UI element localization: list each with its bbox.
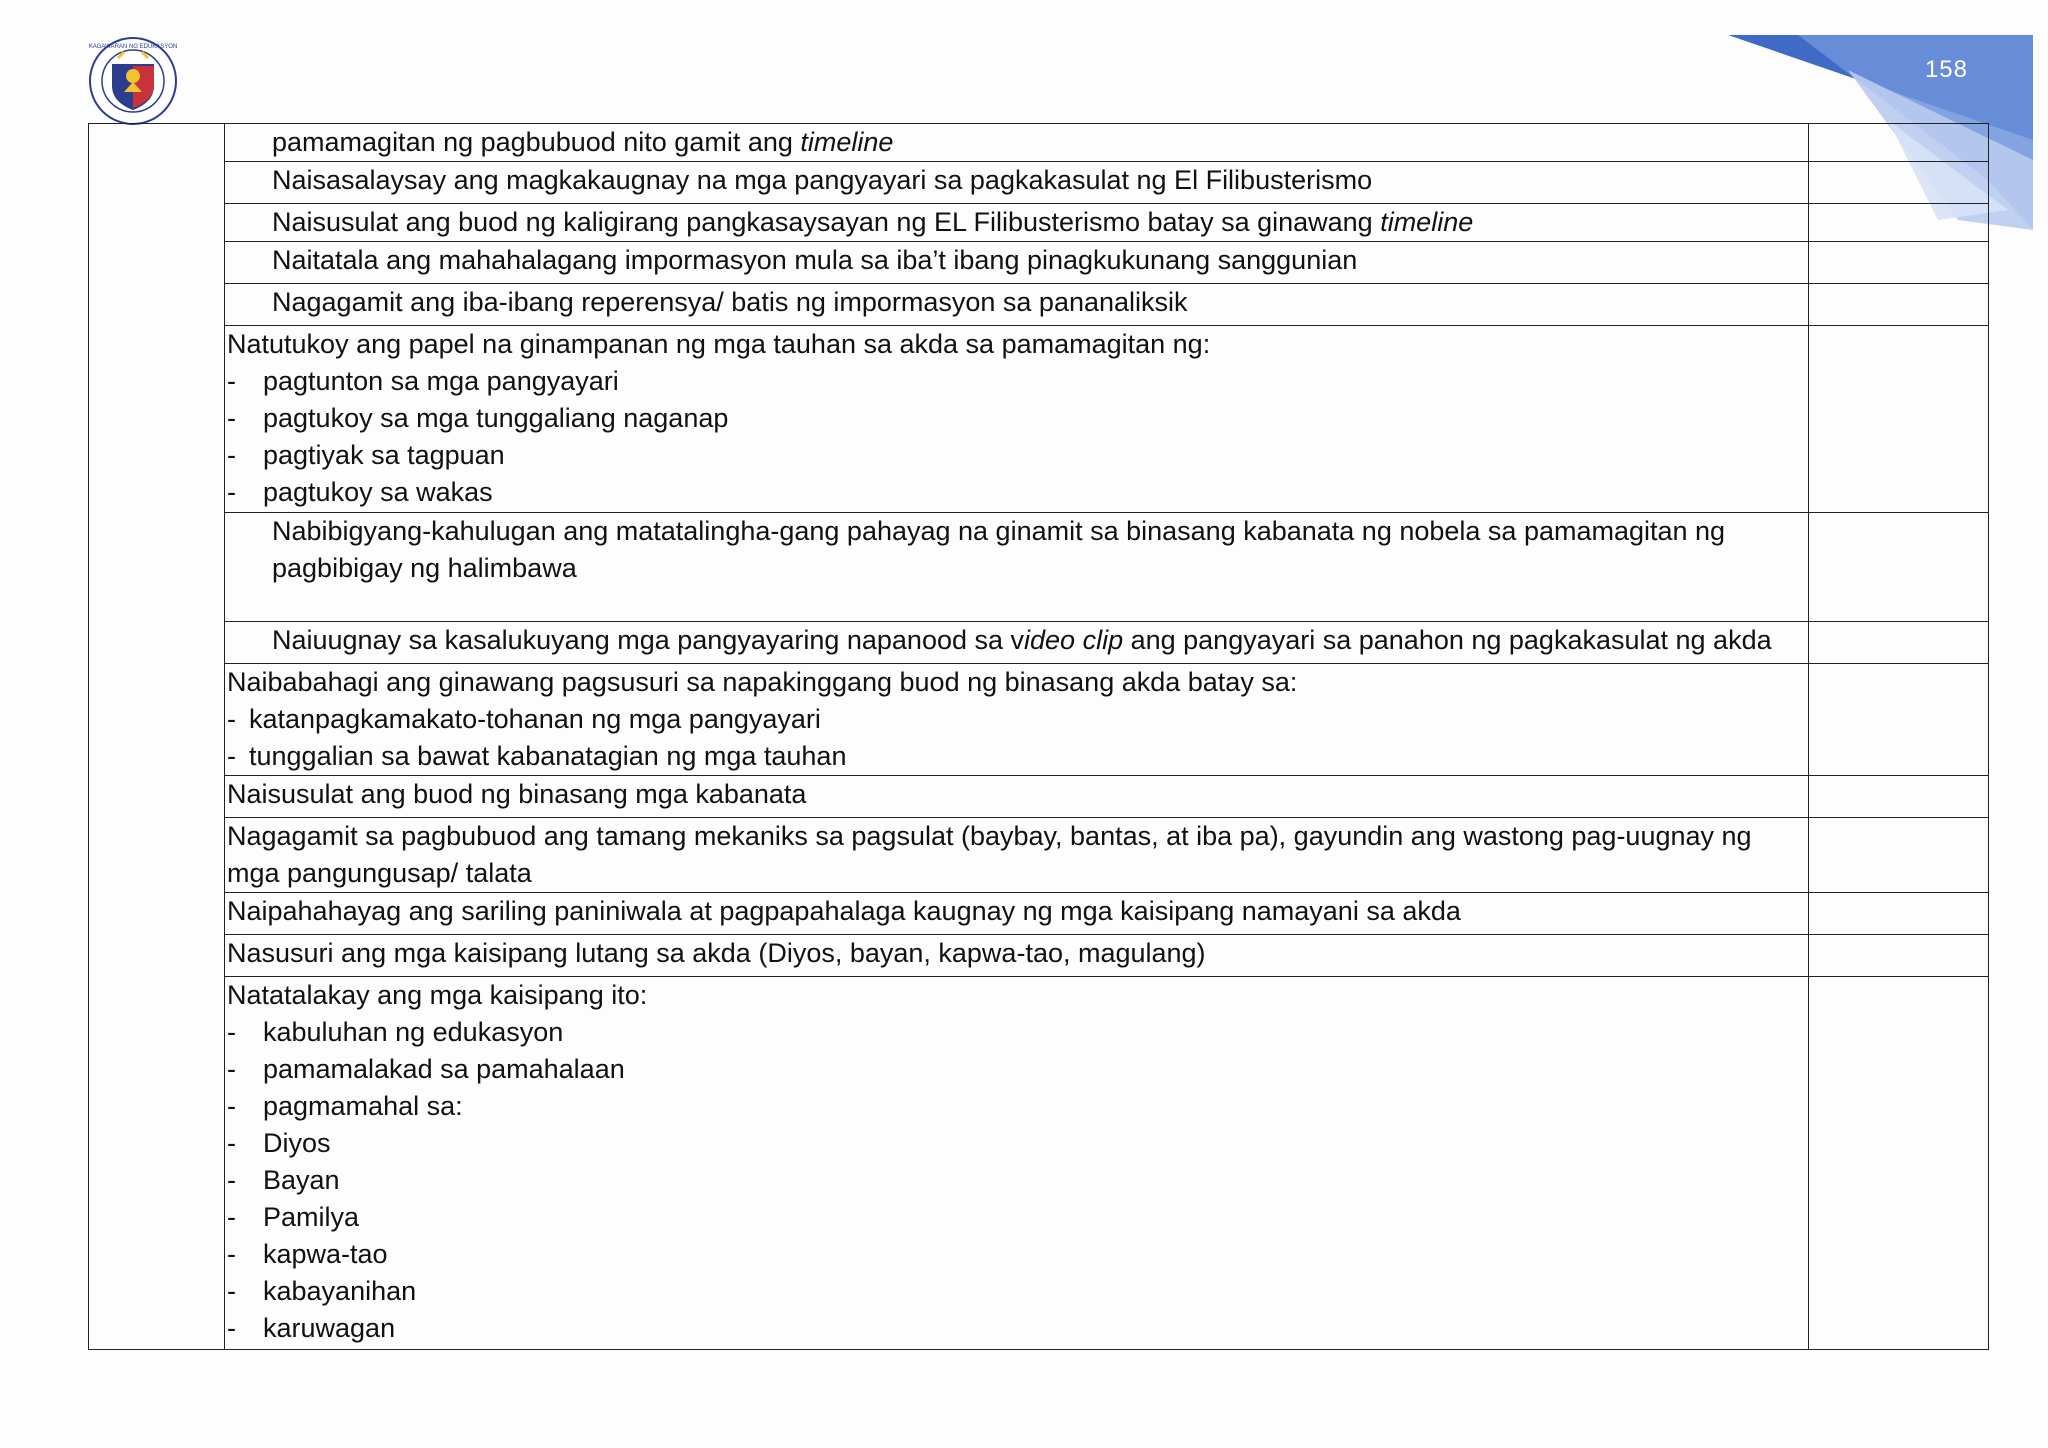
list-item: - pagtunton sa mga pangyayari [227,366,619,396]
competency-cell: Nagagamit sa pagbubuod ang tamang mekaniks sa pagsulat (baybay, bantas, at iba pa), gayundin ang wastong pag-uugnay ng mga pangungusap/ talata [225,818,1809,893]
blank-cell [1809,513,1989,622]
blank-cell [1809,622,1989,664]
list-item: - karuwagan [227,1313,396,1343]
list-item: - Diyos [227,1128,331,1158]
competency-cell [225,664,1809,776]
competency-cell [225,326,1809,513]
blank-cell [1809,818,1989,893]
table-row [89,204,1989,242]
competency-table [88,123,1989,1350]
blank-cell [1809,162,1989,204]
table-row [89,977,1989,1350]
competency-lead: Natutukoy ang papel na ginampanan ng mga tauhan sa akda sa pamamagitan ng: [227,329,1211,359]
table-row [89,622,1989,664]
table-row [89,818,1989,893]
blank-cell [1809,776,1989,818]
svg-text:KAGAWARAN NG EDUKASYON: KAGAWARAN NG EDUKASYON [88,44,178,50]
list-item: - katanpagkamakato-tohanan ng mga pangyayari [227,704,821,734]
list-item: - pagmamahal sa: [227,1091,463,1121]
blank-cell [1809,977,1989,1350]
competency-cell: Nabibigyang-kahulugan ang matatalingha-gang pahayag na ginamit sa binasang kabanata ng nobela sa pamamagitan ng pagbibigay ng halimbawa [225,513,1809,622]
list-item: - pagtukoy sa mga tunggaliang naganap [227,403,729,433]
list-item: - tunggalian sa bawat kabanatagian ng mga tauhan [227,741,847,771]
list-item: - Bayan [227,1165,340,1195]
table-row [89,242,1989,284]
blank-cell [1809,204,1989,242]
table-row [89,935,1989,977]
table-row [89,893,1989,935]
list-item: - pagtukoy sa wakas [227,477,493,507]
competency-cell: Naisusulat ang buod ng binasang mga kabanata [225,776,1809,818]
table-row [89,513,1989,622]
competency-cell: Naipahahayag ang sariling paniniwala at pagpapahalaga kaugnay ng mga kaisipang namayani sa akda [225,893,1809,935]
competency-lead: Natatalakay ang mga kaisipang ito: [227,980,648,1010]
competency-cell: Naisasalaysay ang magkakaugnay na mga pangyayari sa pagkakasulat ng El Filibusterismo [225,162,1809,204]
competency-lead: Naibabahagi ang ginawang pagsusuri sa napakinggang buod ng binasang akda batay sa: [227,667,1298,697]
competency-cell: pamamagitan ng pagbubuod nito gamit ang timeline [225,124,1809,162]
list-item: - pagtiyak sa tagpuan [227,440,505,470]
blank-cell [1809,284,1989,326]
blank-cell [1809,326,1989,513]
competency-cell: Nasusuri ang mga kaisipang lutang sa akda (Diyos, bayan, kapwa-tao, magulang) [225,935,1809,977]
competency-cell: Naisusulat ang buod ng kaligirang pangkasaysayan ng EL Filibusterismo batay sa ginawang timeline [225,204,1809,242]
table-row [89,664,1989,776]
blank-cell [1809,664,1989,776]
list-item: - kabayanihan [227,1276,417,1306]
blank-cell [1809,242,1989,284]
blank-left-column [89,124,225,1350]
table-row [89,326,1989,513]
table-row [89,162,1989,204]
blank-cell [1809,124,1989,162]
competency-cell: Naitatala ang mahahalagang impormasyon mula sa iba’t ibang pinagkukunang sanggunian [225,242,1809,284]
page-number: 158 [1924,56,1968,83]
list-item: - Pamilya [227,1202,360,1232]
blank-cell [1809,893,1989,935]
list-item: - pamamalakad sa pamahalaan [227,1054,625,1084]
table-row [89,776,1989,818]
competency-cell [225,977,1809,1350]
list-item: - kabuluhan ng edukasyon [227,1017,564,1047]
deped-seal-logo [88,36,178,126]
table-row [89,124,1989,162]
table-row [89,284,1989,326]
competency-cell: Naiuugnay sa kasalukuyang mga pangyayaring napanood sa video clip ang pangyayari sa panahon ng pagkakasulat ng akda [225,622,1809,664]
list-item: - kapwa-tao [227,1239,388,1269]
blank-cell [1809,935,1989,977]
competency-cell: Nagagamit ang iba-ibang reperensya/ batis ng impormasyon sa pananaliksik [225,284,1809,326]
